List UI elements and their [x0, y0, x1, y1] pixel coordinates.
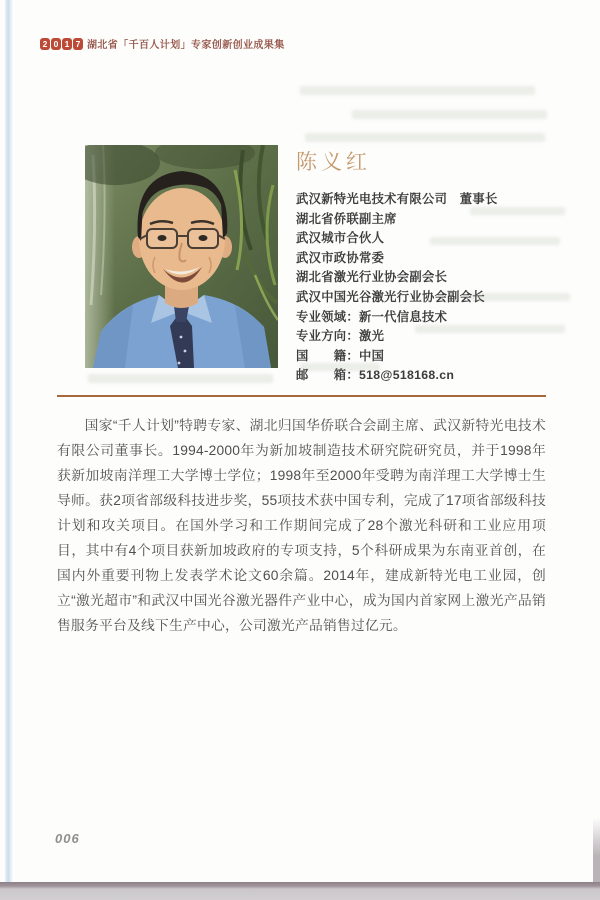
title-line: 国 籍：中国: [296, 348, 385, 363]
section-divider: [57, 395, 546, 397]
title-line: 武汉中国光谷激光行业协会副会长: [296, 289, 485, 304]
title-line: 武汉城市合伙人: [296, 231, 385, 246]
scan-bottom-edge: [0, 882, 600, 900]
title-line: 武汉市政协常委: [296, 250, 385, 265]
title-line: 专业领域：新一代信息技术: [296, 309, 448, 324]
showthrough-mark: [88, 374, 273, 383]
showthrough-mark: [415, 325, 565, 333]
showthrough-mark: [300, 86, 535, 95]
portrait-photo: [85, 145, 278, 368]
showthrough-mark: [352, 110, 547, 119]
showthrough-mark: [470, 207, 565, 215]
showthrough-mark: [430, 237, 560, 245]
year-badge: [40, 38, 84, 50]
year-digit: 0: [51, 38, 61, 50]
email-line: 邮 箱：518@518168.cn: [296, 368, 455, 383]
year-digit: 7: [73, 38, 83, 50]
running-header: [40, 36, 285, 51]
showthrough-mark: [470, 293, 570, 301]
portrait-illustration: [85, 145, 278, 368]
title-line: 湖北省激光行业协会副会长: [296, 270, 448, 285]
title-line: 武汉新特光电技术有限公司 董事长: [296, 192, 498, 206]
title-line: 湖北省侨联副主席: [296, 211, 397, 226]
title-line: 专业方向：激光: [296, 329, 385, 344]
year-digit: 1: [62, 38, 72, 50]
showthrough-mark: [300, 363, 380, 371]
scan-right-edge: [593, 818, 600, 882]
showthrough-mark: [305, 133, 545, 142]
page-number: 006: [55, 831, 80, 846]
book-title: 湖北省「千百人计划」专家创新创业成果集: [87, 40, 285, 51]
person-name: 陈义红: [296, 151, 371, 174]
biography-paragraph: 国家“千人计划”特聘专家、湖北归国华侨联合会副主席、武汉新特光电技术有限公司董事长。1994-2000年为新加坡制造技术研究院研究员，并于1998年获新加坡南洋理工大学博士学位；1998年至2000年受聘为南洋理工大学博士生导师。获2项省部级科技进步奖，55项技术获中国专利，完成了17项省部级科技计划和攻关项目。在国外学习和工作期间完成了28个激光科研和工业应用项目，其中有4个项目获新加坡政府的专项支持，5个科研成果为东南亚首创，在国内外重要刊物上发表学术论文60余篇。2014年，建成新特光电工业园，创立“激光超市”和武汉中国光谷激光器件产业中心，成为国内首家网上激光产品销售服务平台及线下生产中心，公司激光产品销售过亿元。: [57, 418, 546, 633]
titles-list: [296, 190, 576, 386]
page-binding-edge: [5, 0, 13, 882]
year-digit: 2: [40, 38, 50, 50]
